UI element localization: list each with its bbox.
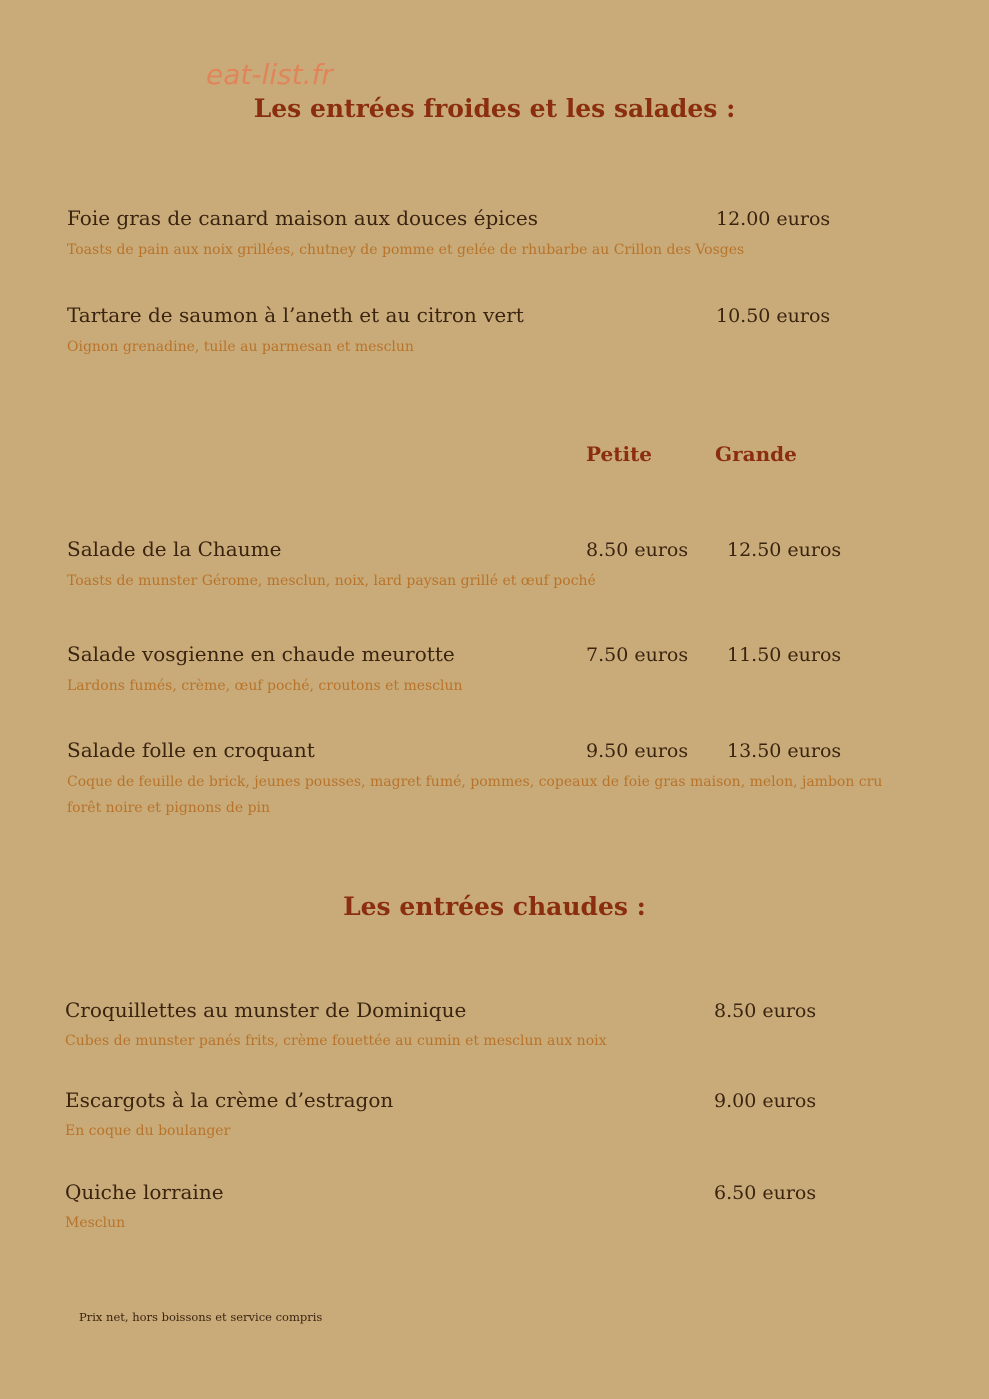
item-price-large: 13.50 euros bbox=[727, 740, 842, 762]
item-name: Foie gras de canard maison aux douces épices bbox=[67, 206, 538, 230]
item-price-small: 7.50 euros bbox=[586, 644, 689, 666]
item-price-large: 12.50 euros bbox=[727, 539, 842, 561]
item-description: Cubes de munster panés frits, crème fouettée au cumin et mesclun aux noix bbox=[65, 1033, 607, 1049]
item-description: Lardons fumés, crème, œuf poché, croutons et mesclun bbox=[67, 678, 463, 694]
item-name: Escargots à la crème d’estragon bbox=[65, 1088, 394, 1112]
item-description: Toasts de pain aux noix grillées, chutney de pomme et gelée de rhubarbe au Crillon des Vosges bbox=[67, 242, 745, 258]
item-price-small: 8.50 euros bbox=[586, 539, 689, 561]
column-header-large: Grande bbox=[715, 442, 797, 466]
item-description: Toasts de munster Gérome, mesclun, noix, lard paysan grillé et œuf poché bbox=[67, 573, 596, 589]
item-description: En coque du boulanger bbox=[65, 1123, 231, 1139]
section-title-hot: Les entrées chaudes : bbox=[343, 892, 646, 921]
item-name: Salade vosgienne en chaude meurotte bbox=[67, 642, 455, 666]
item-name: Salade folle en croquant bbox=[67, 738, 315, 762]
column-header-small: Petite bbox=[586, 442, 653, 466]
item-name: Salade de la Chaume bbox=[67, 537, 282, 561]
item-description: Oignon grenadine, tuile au parmesan et mesclun bbox=[67, 339, 414, 355]
item-name: Tartare de saumon à l’aneth et au citron vert bbox=[67, 303, 524, 327]
watermark: eat-list.fr bbox=[206, 58, 333, 91]
section-title-cold: Les entrées froides et les salades : bbox=[253, 94, 736, 123]
item-description: Mesclun bbox=[65, 1215, 126, 1231]
item-price: 9.00 euros bbox=[714, 1090, 817, 1112]
item-price: 12.00 euros bbox=[716, 208, 831, 230]
footer-note: Prix net, hors boissons et service compris bbox=[79, 1310, 323, 1324]
item-price: 8.50 euros bbox=[714, 1000, 817, 1022]
item-name: Croquillettes au munster de Dominique bbox=[65, 998, 467, 1022]
item-price: 6.50 euros bbox=[714, 1182, 817, 1204]
item-name: Quiche lorraine bbox=[65, 1180, 224, 1204]
item-description: Coque de feuille de brick, jeunes pousses, magret fumé, pommes, copeaux de foie gras maison, melon, jambon cru forêt noire et pignons de pin bbox=[67, 774, 883, 816]
item-price: 10.50 euros bbox=[716, 305, 831, 327]
item-price-large: 11.50 euros bbox=[727, 644, 842, 666]
item-price-small: 9.50 euros bbox=[586, 740, 689, 762]
